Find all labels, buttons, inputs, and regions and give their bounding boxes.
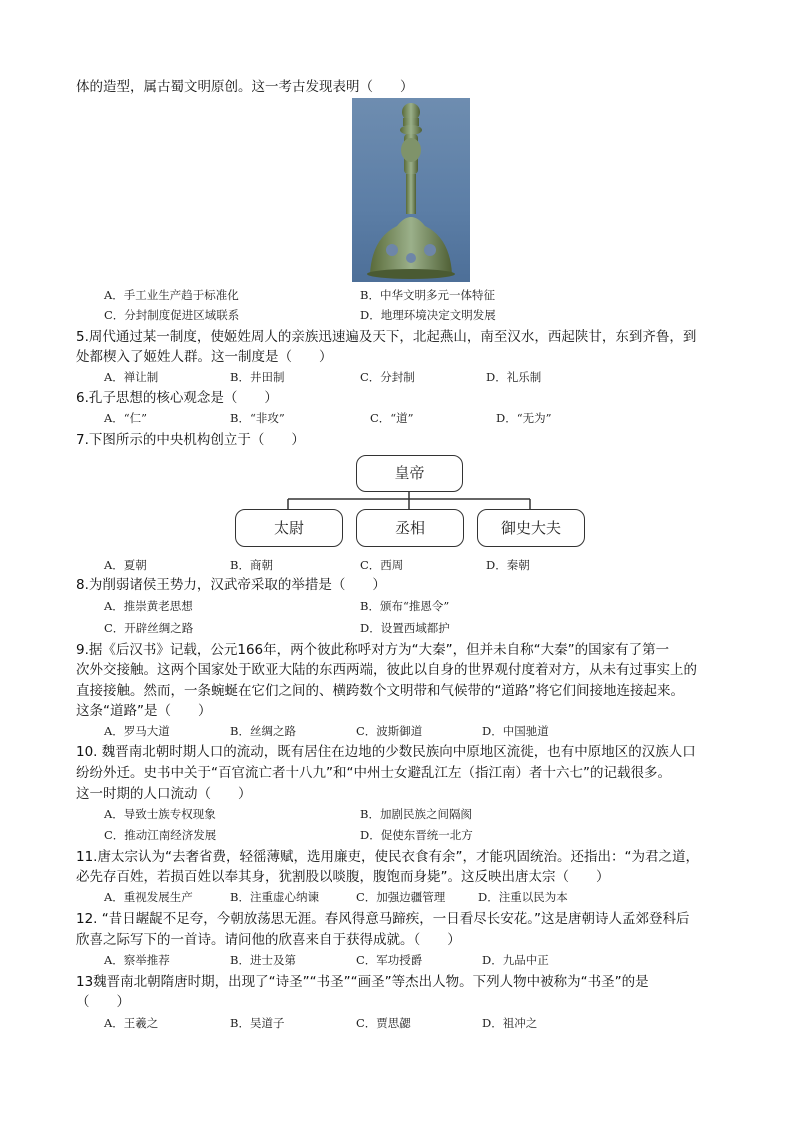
q9-stem-line1: 9.据《后汉书》记载，公元166年，两个彼此称呼对方为“大秦”，但并未自称“大秦”的国家有了第一 xyxy=(76,642,670,658)
q8-option-d[interactable]: D．设置西域都护 xyxy=(360,621,450,635)
q9-option-d[interactable]: D．中国驰道 xyxy=(482,724,549,738)
q10-stem-line1: 10. 魏晋南北朝时期人口的流动，既有居住在边地的少数民族向中原地区流徙，也有中原地区的汉族人口 xyxy=(76,744,696,760)
org-chart-yushidafu-box: 御史大夫 xyxy=(477,509,585,547)
q6-option-b[interactable]: B．“非攻” xyxy=(230,411,285,425)
org-chart-emperor-box: 皇帝 xyxy=(356,455,463,492)
q13-option-d[interactable]: D．祖冲之 xyxy=(482,1016,538,1030)
q4-option-a[interactable]: A．手工业生产趋于标准化 xyxy=(104,288,239,302)
q11-option-d[interactable]: D．注重以民为本 xyxy=(478,890,568,904)
q5-stem-line2: 处都楔入了姬姓人群。这一制度是（ ） xyxy=(76,349,333,365)
q6-option-d[interactable]: D．“无为” xyxy=(496,411,552,425)
q10-stem-line2: 纷纷外迁。史书中关于“百官流亡者十八九”和“中州士女避乱江左（指江南）者十六七”的记载很多。 xyxy=(76,765,671,781)
q9-option-a[interactable]: A．罗马大道 xyxy=(104,724,170,738)
q12-option-a[interactable]: A．察举推荐 xyxy=(104,953,170,967)
q5-stem-line1: 5.周代通过某一制度，使姬姓周人的亲族迅速遍及天下，北起燕山，南至汉水，西起陕甘，东到齐鲁，到 xyxy=(76,329,697,345)
q4-option-c[interactable]: C．分封制度促进区域联系 xyxy=(104,308,240,322)
q6-option-c[interactable]: C．“道” xyxy=(370,411,414,425)
q12-stem-line2: 欣喜之际写下的一首诗。请问他的欣喜来自于获得成就。（ ） xyxy=(76,932,461,948)
q6-stem: 6.孔子思想的核心观念是（ ） xyxy=(76,390,278,406)
q4-option-b[interactable]: B．中华文明多元一体特征 xyxy=(360,288,495,302)
q13-stem-line1: 13魏晋南北朝隋唐时期，出现了“诗圣”“书圣”“画圣”等杰出人物。下列人物中被称为“书圣”的是 xyxy=(76,974,649,990)
q7-stem: 7.下图所示的中央机构创立于（ ） xyxy=(76,432,305,448)
q12-option-b[interactable]: B．进士及第 xyxy=(230,953,296,967)
q4-stem: 体的造型，属古蜀文明原创。这一考古发现表明（ ） xyxy=(76,79,414,95)
q5-option-c[interactable]: C．分封制 xyxy=(360,370,415,384)
q10-option-b[interactable]: B．加剧民族之间隔阂 xyxy=(360,807,472,821)
org-chart-taiwei-box: 太尉 xyxy=(235,509,343,547)
q9-option-c[interactable]: C．波斯御道 xyxy=(356,724,423,738)
q13-option-b[interactable]: B．吴道子 xyxy=(230,1016,285,1030)
q6-option-a[interactable]: A．“仁” xyxy=(104,411,148,425)
q9-stem-line4: 这条“道路”是（ ） xyxy=(76,703,212,719)
q8-option-a[interactable]: A．推崇黄老思想 xyxy=(104,599,193,613)
q8-option-b[interactable]: B．颁布“推恩令” xyxy=(360,599,450,613)
q12-option-c[interactable]: C．军功授爵 xyxy=(356,953,423,967)
q11-option-a[interactable]: A．重视发展生产 xyxy=(104,890,193,904)
q7-option-b[interactable]: B．商朝 xyxy=(230,558,273,572)
q12-stem-line1: 12. “昔日龌龊不足夸，今朝放荡思无涯。春风得意马蹄疾，一日看尽长安花。”这是唐朝诗人孟郊登科后 xyxy=(76,911,690,927)
q13-option-a[interactable]: A．王羲之 xyxy=(104,1016,159,1030)
q10-option-a[interactable]: A．导致士族专权现象 xyxy=(104,807,216,821)
q10-stem-line3: 这一时期的人口流动（ ） xyxy=(76,786,252,802)
q7-option-d[interactable]: D．秦朝 xyxy=(486,558,530,572)
q11-option-c[interactable]: C．加强边疆管理 xyxy=(356,890,446,904)
org-chart-chengxiang-box: 丞相 xyxy=(356,509,464,547)
q11-stem-line1: 11.唐太宗认为“去奢省费，轻徭薄赋，选用廉吏，使民衣食有余”，才能巩固统治。还指出：“为君之道， xyxy=(76,849,699,865)
q9-stem-line2: 次外交接触。这两个国家处于欧亚大陆的东西两端，彼此以自身的世界观付度着对方，从未有过事实上的 xyxy=(76,662,697,678)
q10-option-d[interactable]: D．促使东晋统一北方 xyxy=(360,828,473,842)
q13-stem-line2: （ ） xyxy=(76,994,130,1010)
q7-option-a[interactable]: A．夏朝 xyxy=(104,558,147,572)
q9-option-b[interactable]: B．丝绸之路 xyxy=(230,724,296,738)
q8-stem: 8.为削弱诸侯王势力，汉武帝采取的举措是（ ） xyxy=(76,577,386,593)
q7-option-c[interactable]: C．西周 xyxy=(360,558,404,572)
q4-option-d[interactable]: D．地理环境决定文明发展 xyxy=(360,308,496,322)
q5-option-b[interactable]: B．井田制 xyxy=(230,370,285,384)
q10-option-c[interactable]: C．推动江南经济发展 xyxy=(104,828,217,842)
q13-option-c[interactable]: C．贾思勰 xyxy=(356,1016,411,1030)
q8-option-c[interactable]: C．开辟丝绸之路 xyxy=(104,621,194,635)
q11-stem-line2: 必先存百姓，若损百姓以奉其身，犹割股以啖腹，腹饱而身毙”。这反映出唐太宗（ ） xyxy=(76,869,610,885)
q5-option-a[interactable]: A．禅让制 xyxy=(104,370,159,384)
q9-stem-line3: 直接接触。然而，一条蜿蜒在它们之间的、横跨数个文明带和气候带的“道路”将它们间接地连接起来。 xyxy=(76,683,684,699)
q12-option-d[interactable]: D．九品中正 xyxy=(482,953,549,967)
q5-option-d[interactable]: D．礼乐制 xyxy=(486,370,542,384)
q11-option-b[interactable]: B．注重虚心纳谏 xyxy=(230,890,319,904)
